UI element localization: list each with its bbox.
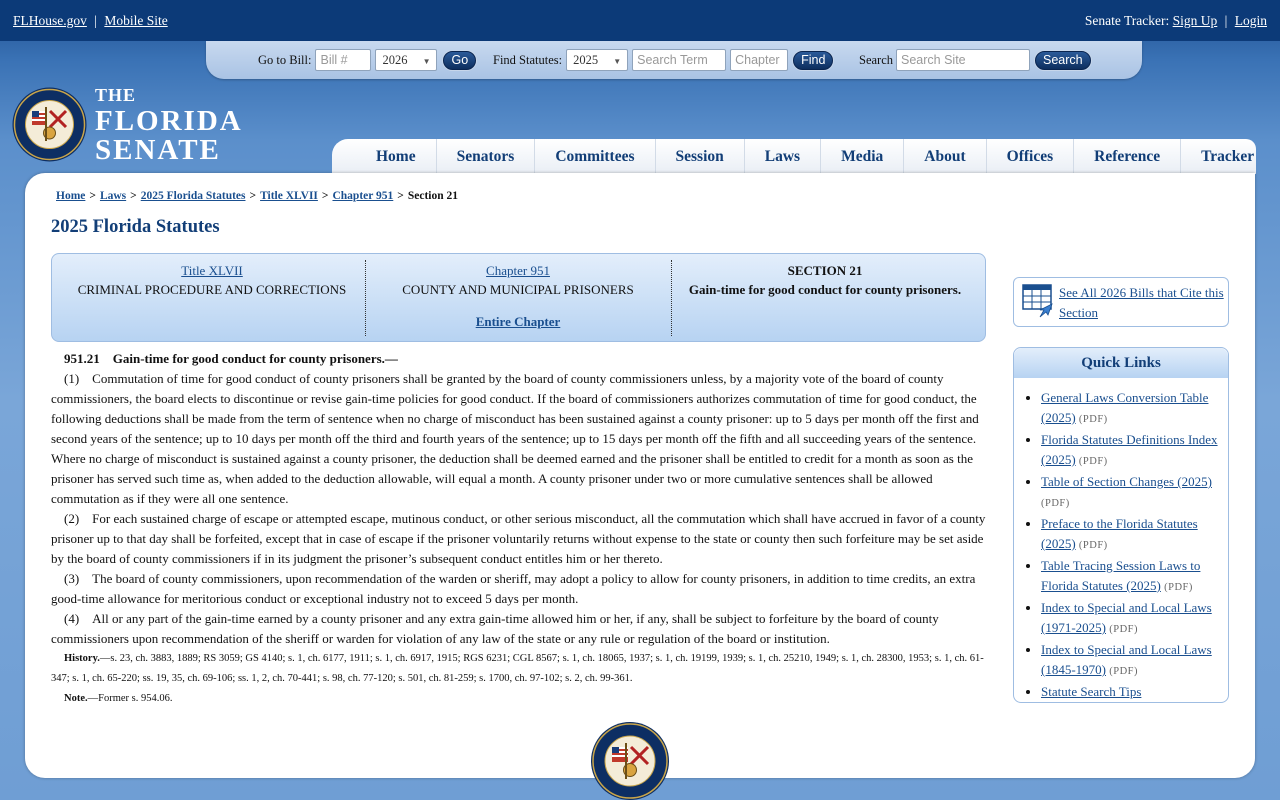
bill-year-select[interactable] <box>375 49 437 71</box>
subsection-number: (4) <box>64 611 80 626</box>
title-link[interactable]: Title XLVII <box>181 263 243 278</box>
subsection-text: The board of county commissioners, upon recommendation of the warden or sheriff, may adopt a policy to allow for county prisoners, in addition to time credits, an extra good-time allowance for meritorious conduct or exceptional industry not to exceed 5 days per month. <box>51 571 976 606</box>
breadcrumb-chapter[interactable]: Chapter 951 <box>332 190 394 202</box>
statute-year-select[interactable] <box>566 49 628 71</box>
section-number: 951.21 <box>64 351 100 366</box>
nav-session[interactable]: Session <box>656 139 745 174</box>
subsection-3 <box>51 569 986 609</box>
chapter-input[interactable]: Chapter <box>730 49 788 71</box>
separator: | <box>94 13 97 28</box>
top-bar <box>0 0 1280 41</box>
main-nav <box>332 139 1256 174</box>
list-item <box>1041 514 1228 556</box>
list-item <box>1041 388 1228 430</box>
chevron-down-icon: ▼ <box>422 57 431 66</box>
list-item <box>1041 682 1228 704</box>
page-title: 2025 Florida Statutes <box>51 217 220 237</box>
top-bar-left <box>13 13 168 29</box>
search-term-input[interactable]: Search Term <box>632 49 726 71</box>
footer-seal-logo <box>590 721 670 800</box>
login-link[interactable]: Login <box>1234 13 1267 28</box>
sign-up-link[interactable]: Sign Up <box>1172 13 1218 28</box>
bill-search-group <box>258 49 476 71</box>
breadcrumb <box>56 190 458 202</box>
breadcrumb-title[interactable]: Title XLVII <box>260 190 318 202</box>
breadcrumb-separator: > <box>130 190 137 202</box>
site-search-label: Search <box>859 52 894 67</box>
site-search-input[interactable]: Search Site <box>896 49 1030 71</box>
breadcrumb-home[interactable]: Home <box>56 190 86 202</box>
quick-links-box <box>1013 347 1229 703</box>
pdf-tag: (PDF) <box>1164 582 1193 593</box>
breadcrumb-separator: > <box>321 190 329 202</box>
pdf-tag: (PDF) <box>1078 414 1108 425</box>
pdf-tag: (PDF) <box>1109 666 1139 677</box>
breadcrumb-laws[interactable]: Laws <box>99 190 127 202</box>
section-heading <box>51 349 986 369</box>
quick-link[interactable]: Index to Special and Local Laws (1971-2025) <box>1041 600 1212 635</box>
list-item <box>1041 556 1228 598</box>
mobile-site-link[interactable]: Mobile Site <box>104 13 168 28</box>
quick-link[interactable]: Florida Statutes Definitions Index (2025) <box>1041 432 1218 467</box>
search-button[interactable]: Search <box>1035 51 1091 70</box>
subsection-4 <box>51 609 986 649</box>
find-statutes-label: Find Statutes: <box>493 52 563 67</box>
breadcrumb-separator: > <box>89 190 96 202</box>
nav-laws[interactable]: Laws <box>745 139 821 174</box>
entire-chapter-link[interactable]: Entire Chapter <box>475 314 561 329</box>
subsection-text: All or any part of the gain-time earned by a county prisoner and any extra gain-time allowed him or her, if any, shall be subject to forfeiture by the board of county commissioners upon recommendation of the sheriff or warden for violation of any law of the state or any rule or regulation of the board or institution. <box>51 611 939 646</box>
quick-link[interactable]: Statute Search Tips <box>1041 684 1142 699</box>
chapter-column <box>368 262 668 336</box>
nav-home[interactable]: Home <box>356 139 437 174</box>
subsection-1 <box>51 369 986 509</box>
section-column <box>674 262 976 336</box>
nav-committees[interactable]: Committees <box>535 139 655 174</box>
senate-tracker-label: Senate Tracker: <box>1084 13 1170 28</box>
search-strip <box>206 41 1142 79</box>
table-arrow-icon <box>1022 284 1054 318</box>
chapter-name: COUNTY AND MUNICIPAL PRISONERS <box>402 282 634 297</box>
nav-media[interactable]: Media <box>821 139 904 174</box>
subsection-number: (2) <box>64 511 80 526</box>
list-item <box>1041 430 1228 472</box>
title-column <box>62 262 362 336</box>
site-search-group <box>859 49 1091 71</box>
pdf-tag: (PDF) <box>1078 540 1108 551</box>
list-item <box>1041 598 1228 640</box>
statute-search-group <box>493 49 833 71</box>
see-citing-bills-link[interactable]: See All 2026 Bills that Cite this Section <box>1059 285 1224 320</box>
statute-title-box <box>51 253 986 342</box>
nav-about[interactable]: About <box>904 139 986 174</box>
statute-text <box>51 349 986 709</box>
former-note <box>51 689 986 709</box>
nav-tracker[interactable]: Tracker <box>1201 148 1255 165</box>
brand-senate: SENATE <box>95 134 221 166</box>
nav-offices[interactable]: Offices <box>987 139 1074 174</box>
note-label: Note. <box>64 693 88 704</box>
quick-link[interactable]: Index to Special and Local Laws (1845-1970) <box>1041 642 1212 677</box>
quick-link[interactable]: Table Tracing Session Laws to Florida Statutes (2025) <box>1041 558 1201 593</box>
top-bar-right <box>1085 13 1267 29</box>
quick-links-heading: Quick Links <box>1014 348 1228 378</box>
subsection-text: For each sustained charge of escape or attempted escape, mutinous conduct, or other serious misconduct, all the commutation which shall have accrued in favor of a county prisoner up to that day shall be forfeited, except that in case of escape if the prisoner voluntarily returns without expense to the state or county then such forfeiture may be set aside by the board of county commissioners if in its judgment the prisoner’s subsequent conduct entitles him or her thereto. <box>51 511 986 566</box>
breadcrumb-separator: > <box>249 190 257 202</box>
section-catchline: Gain-time for good conduct for county prisoners.— <box>112 351 398 366</box>
quick-link[interactable]: General Laws Conversion Table (2025) <box>1041 390 1209 425</box>
brand-the: THE <box>95 85 137 105</box>
quick-link[interactable]: Preface to the Florida Statutes (2025) <box>1041 516 1198 551</box>
breadcrumb-statutes[interactable]: 2025 Florida Statutes <box>140 190 246 202</box>
list-item <box>1041 472 1228 514</box>
pdf-tag: (PDF) <box>1078 456 1108 467</box>
quick-link[interactable]: Table of Section Changes (2025) <box>1041 474 1212 489</box>
go-to-bill-label: Go to Bill: <box>258 52 312 67</box>
list-item <box>1041 640 1228 682</box>
flhouse-link[interactable]: FLHouse.gov <box>13 13 87 28</box>
breadcrumb-separator: > <box>397 190 404 202</box>
chapter-link[interactable]: Chapter 951 <box>486 263 550 278</box>
section-label: SECTION 21 <box>787 263 863 278</box>
history-note <box>51 649 986 689</box>
bill-number-input[interactable]: Bill # <box>315 49 371 71</box>
column-divider <box>365 260 366 336</box>
chevron-down-icon: ▼ <box>613 57 622 66</box>
florida-senate-wordmark[interactable] <box>95 86 243 165</box>
separator: | <box>1224 13 1228 28</box>
note-text: —Former s. 954.06. <box>87 693 173 704</box>
nav-reference[interactable]: Reference <box>1074 139 1181 174</box>
column-divider <box>671 260 672 336</box>
history-text: —s. 23, ch. 3883, 1889; RS 3059; GS 4140; s. 1, ch. 6177, 1911; s. 1, ch. 6917, 1915; RGS 6231; CGL 8567; s. 1, ch. 18065, 1937; s. 1, ch. 19199, 1939; s. 1, ch. 25210, 1949; s. 1, ch. 28300, 1953; s. 1, ch. 61-347; s. 1, ch. 65-220; ss. 19, 35, ch. 69-106; ss. 1, 2, ch. 70-441; s. 98, ch. 77-120; s. 501, ch. 81-259; s. 1700, ch. 97-102; s. 2, ch. 99-361. <box>51 653 984 684</box>
statute-year-value: 2025 <box>573 53 599 67</box>
pdf-tag: (PDF) <box>1041 498 1070 509</box>
section-name: Gain-time for good conduct for county prisoners. <box>688 282 962 297</box>
subsection-2 <box>51 509 986 569</box>
breadcrumb-current: Section 21 <box>407 190 458 202</box>
bill-year-value: 2026 <box>382 53 408 67</box>
subsection-number: (3) <box>64 571 80 586</box>
nav-senators[interactable]: Senators <box>437 139 536 174</box>
find-button[interactable]: Find <box>793 51 833 70</box>
senate-seal-logo[interactable] <box>12 87 87 162</box>
pdf-tag: (PDF) <box>1109 624 1139 635</box>
subsection-text: Commutation of time for good conduct of county prisoners shall be granted by the board of county commissioners unless, by a majority vote of the board of county commissioners, the board elects to discontinue or revise gain-time policies for good conduct. If the board of commissioners authorizes commutation of time for good conduct, the following deductions shall be made from the term of sentence when no charge of misconduct has been sustained against a county prisoner: up to 5 days per month off the first and second years of the sentence; up to 10 days per month off the third and fourth years of the sentence; up to 15 days per month off the fifth and all succeeding years of the sentence. Where no charge of misconduct is sustained against a county prisoner, the deduction shall be deemed earned and the prisoner shall be entitled to credit for a month as soon as the prisoner has served such time as, when added to the deduction allowable, will equal a month. A county prisoner under two or more cumulative sentences shall be allowed commutation as if they were all one sentence. <box>51 371 979 506</box>
go-button[interactable]: Go <box>443 51 476 70</box>
citing-bills-box <box>1013 277 1229 327</box>
subsection-number: (1) <box>64 371 80 386</box>
history-label: History. <box>64 653 100 664</box>
title-name: CRIMINAL PROCEDURE AND CORRECTIONS <box>77 282 347 297</box>
quick-links-list <box>1041 388 1228 704</box>
brand-florida: FLORIDA <box>95 105 243 137</box>
